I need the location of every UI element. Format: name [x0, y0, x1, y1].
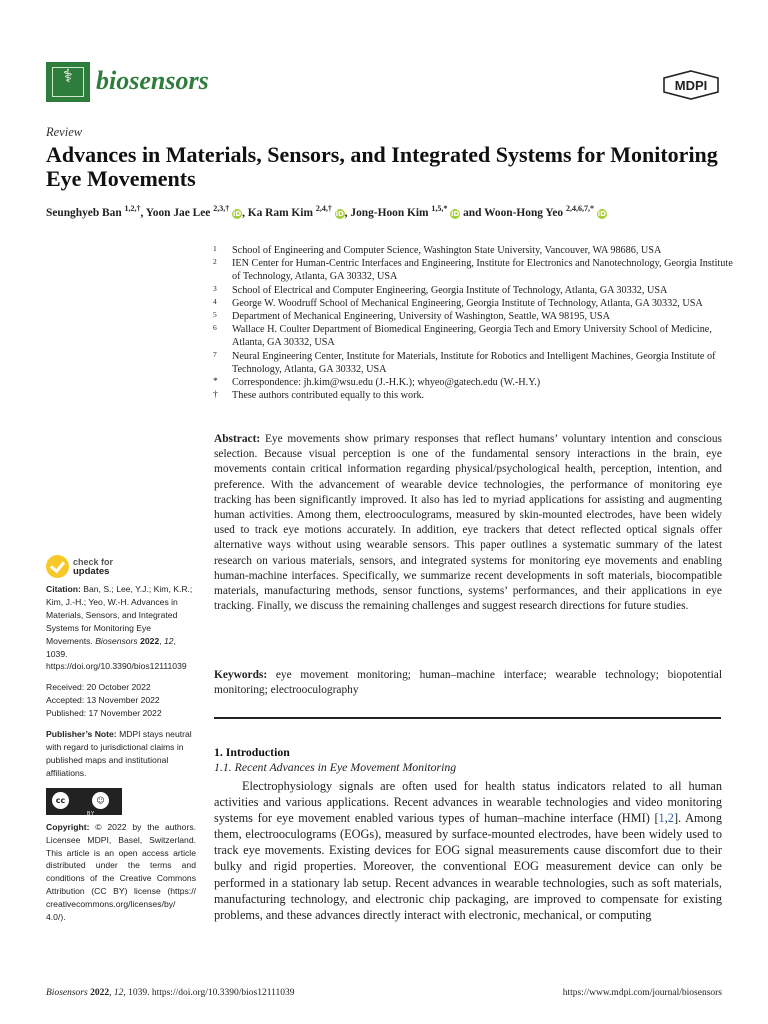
- author-name[interactable]: Seunghyeb Ban: [46, 206, 122, 219]
- affiliation-item: 5 Department of Mechanical Engineering, University of Washington, Seattle, WA 98195, USA: [213, 310, 610, 323]
- article-title: Advances in Materials, Sensors, and Integrated Systems for Monitoring Eye Movements: [46, 142, 718, 191]
- keywords: [214, 668, 722, 698]
- footer-journal-url[interactable]: https://www.mdpi.com/journal/biosensors: [562, 988, 722, 998]
- check-icon: [46, 555, 69, 578]
- received-date: Received: 20 October 2022: [46, 682, 151, 693]
- reference-link[interactable]: 2: [667, 811, 674, 826]
- copyright: Copyright: © 2022 by the authors. Licensee MDPI, Basel, Switzerland. This article is an open access article distributed under the terms and conditions of the Creative Commons Attribution (CC BY) license (https:// creativecommons.org/licenses/by/ 4.0/).: [46, 821, 197, 923]
- cc-license-badge[interactable]: [46, 788, 122, 815]
- abstract: [214, 432, 722, 614]
- affiliation-item: 4 George W. Woodruff School of Mechanical Engineering, Georgia Institute of Technology, Atlanta, GA 30332, USA: [213, 296, 703, 309]
- author-name[interactable]: Ka Ram Kim: [247, 206, 313, 219]
- journal-logo: [46, 62, 90, 102]
- abstract-text: Eye movements show primary responses that reflect humans’ voluntary intention and conscious selection. Because visual perception is one of the fundamental sensory interactions in the brain, eye movements contain critical information regarding physical/psychological health, perception, intention, and preference. With the advancement of wearable device technologies, the performance of monitoring eye tracking has been significantly improved. It also has led to myriad applications for assisting and augmenting human activities. Among them, electrooculograms, measured by skin-mounted electrodes, have been widely used to track eye motions accurately. In addition, eye trackers that detect reflected optical signals offer alternative ways without using wearable sensors. This paper outlines a systematic summary of the latest research on various materials, sensors, and integrated systems for monitoring eye movements and enabling human-machine interfaces. Specifically, we summarize recent developments in soft materials, biocompatible materials, manufacturing methods, sensor functions, systems’ performances, and their applications in eye tracking. Finally, we discuss the remaining challenges and suggest research directions for future studies.: [214, 433, 722, 613]
- article-type: Review: [46, 125, 83, 139]
- sidebar: [46, 555, 196, 924]
- affiliation-item: 3 School of Electrical and Computer Engineering, Georgia Institute of Technology, Atlanta, GA 30332, USA: [213, 283, 668, 296]
- divider: [214, 717, 721, 719]
- mdpi-logo: [662, 70, 720, 100]
- author-name[interactable]: Yoon Jae Lee: [145, 206, 211, 219]
- affiliations: [213, 244, 733, 402]
- updates-label: updates: [73, 566, 110, 577]
- cc-by-label: BY: [87, 810, 95, 817]
- author-affil: 2,4,†: [315, 204, 332, 213]
- abstract-label: Abstract:: [214, 433, 261, 445]
- equal-contribution-note: † These authors contributed equally to this work.: [213, 390, 425, 402]
- author-name[interactable]: Jong-Hoon Kim: [350, 206, 429, 219]
- author-affil: 1,5,*: [431, 204, 448, 213]
- author-affil: 2,4,6,7,*: [566, 204, 594, 213]
- orcid-icon[interactable]: iD: [597, 209, 606, 218]
- check-for-updates-button[interactable]: [46, 555, 196, 583]
- biosensors-logo-icon: ⚕: [63, 66, 73, 87]
- accepted-date: Accepted: 13 November 2022: [46, 695, 160, 706]
- publisher-name: MDPI: [674, 78, 708, 93]
- author-name[interactable]: Woon-Hong Yeo: [484, 206, 564, 219]
- published-date: Published: 17 November 2022: [46, 708, 162, 719]
- keywords-text: eye movement monitoring; human–machine interface; wearable technology; biopotential monitoring; electrooculography: [214, 669, 722, 697]
- orcid-icon[interactable]: iD: [451, 209, 460, 218]
- affiliation-item: 7 Neural Engineering Center, Institute for Materials, Institute for Robotics and Intelligent Machines, Georgia Institute of Technology, Atlanta, GA 30332, USA: [213, 349, 716, 375]
- author-list: Seunghyeb Ban $^{1,2,\dagger}$, Yoon Jae Lee $^{2,3,\dagger}$ iD, Ka Ram Kim $^{2,4,\dagger}$ iD, Jong-Hoon Kim $^{1,5,*}$ iD and Woon-Hong Yeo $^{2,4,6,7,*}$ iD: [46, 204, 606, 219]
- affiliation-item: 1 School of Engineering and Computer Science, Washington State University, Vancouver, WA 98686, USA: [213, 244, 662, 256]
- check-label: check for: [73, 557, 114, 567]
- correspondence[interactable]: * Correspondence: jh.kim@wsu.edu (J.-H.K.); whyeo@gatech.edu (W.-H.Y.): [213, 377, 541, 389]
- orcid-icon[interactable]: iD: [335, 209, 344, 218]
- citation: Citation: Ban, S.; Lee, Y.J.; Kim, K.R.; Kim, J.-H.; Yeo, W.-H. Advances in Materials, Sensors, and Integrated Systems for Monitoring Eye Movements. Biosensors 2022, 12, 1039. https://doi.org/10.3390/bios12111039: [46, 584, 193, 672]
- subsection-heading: 1.1. Recent Advances in Eye Movement Monitoring: [214, 760, 457, 774]
- orcid-icon[interactable]: iD: [232, 209, 242, 218]
- affiliation-item: 2 IEN Center for Human-Centric Interfaces and Engineering, Institute for Electronics and Nanotechnology, Georgia Institute of Technology, Atlanta, GA 30332, USA: [213, 257, 733, 283]
- author-affil: 1,2,†: [124, 204, 141, 213]
- by-person-icon: ☺: [92, 792, 109, 809]
- author-affil: 2,3,†: [213, 204, 230, 213]
- reference-link[interactable]: 1: [658, 811, 665, 826]
- publisher-note: Publisher’s Note: MDPI stays neutral with regard to jurisdictional claims in published maps and institutional affiliations.: [46, 729, 192, 778]
- section-heading: 1. Introduction: [214, 745, 290, 759]
- journal-name: biosensors: [96, 66, 209, 95]
- cc-icon: cc: [52, 792, 69, 809]
- intro-paragraph: Electrophysiology signals are often used for health status indicators related to all human activities and various applications. Recent advances in wearable technologies and video monitoring systems for eye movement enabled various types of human–machine interface (HMI) [1,2]. Among them, electrooculograms (EOGs), measured by surface-mounted electrodes, have been widely used to track eye movements. Existing devices for EOG signal measurements cause discomfort due to their bulky and rigid properties. Moreover, the conventional EOG measurement device can only be performed in a stationary lab setup. Recent advances in wearable technologies, such as soft materials, manufacturing technology, and electronic chip packaging, are improved to compensate for existing problems, and these advances directly interact with electronic, mechanical, or computing: [214, 779, 722, 922]
- affiliation-item: 6 Wallace H. Coulter Department of Biomedical Engineering, Georgia Tech and Emory University School of Medicine, Atlanta, GA 30332, USA: [213, 323, 712, 349]
- footer-citation: Biosensors 2022, 12, 1039. https://doi.org/10.3390/bios12111039: [46, 988, 295, 998]
- keywords-label: Keywords:: [214, 669, 268, 681]
